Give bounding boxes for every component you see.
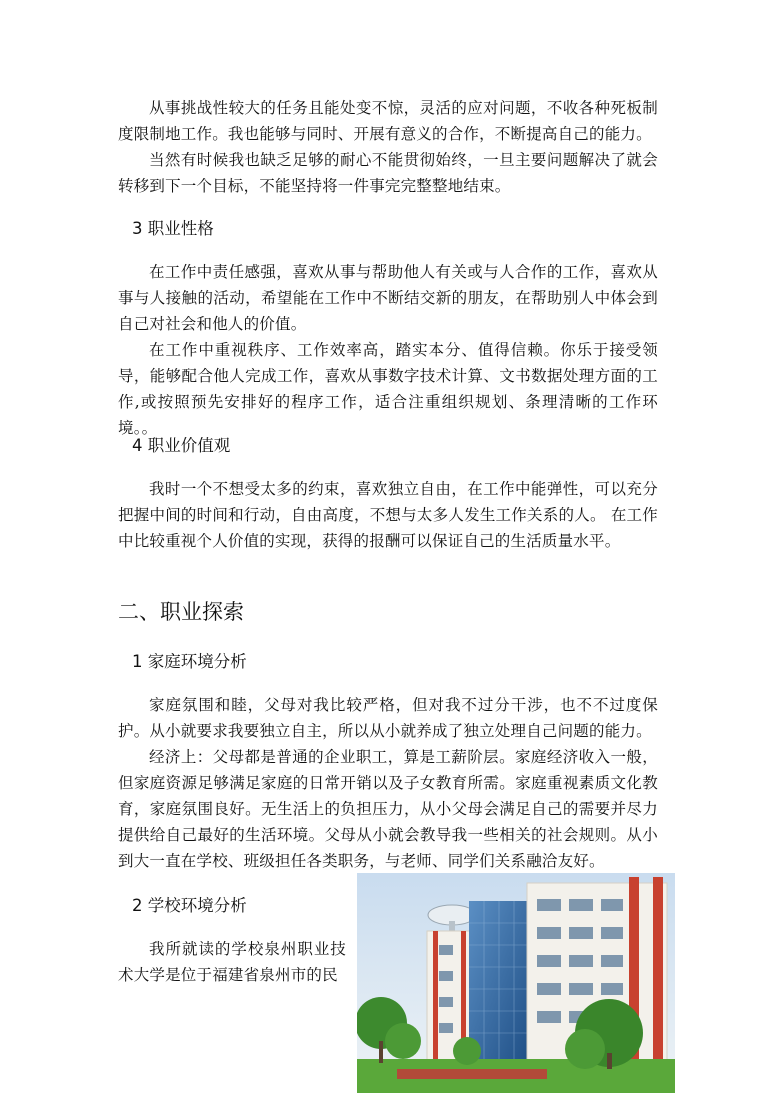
paragraph: 我时一个不想受太多的约束，喜欢独立自由，在工作中能弹性，可以充分把握中间的时间和行动，自由高度，不想与太多人发生工作关系的人。 在工作中比较重视个人价值的实现，获得的报酬可以保证自己的生活质量水平。 [118, 480, 658, 550]
school-block [118, 936, 346, 988]
section-heading-school: 2 学校环境分析 [132, 896, 247, 915]
paragraph: 从事挑战性较大的任务且能处变不惊，灵活的应对问题，不收各种死板制度限制地工作。我也能够与同时、开展有意义的合作，不断提高自己的能力。 [118, 99, 658, 143]
section-heading-career-personality: 3 职业性格 [132, 219, 214, 238]
school-building-photo [357, 873, 675, 1093]
family-block [118, 692, 658, 874]
intro-block [118, 95, 658, 199]
paragraph: 我所就读的学校泉州职业技术大学是位于福建省泉州市的民 [118, 940, 346, 984]
career-personality-block [118, 259, 658, 441]
paragraph: 在工作中责任感强，喜欢从事与帮助他人有关或与人合作的工作，喜欢从事与人接触的活动，希望能在工作中不断结交新的朋友，在帮助别人中体会到自己对社会和他人的价值。 [118, 263, 658, 333]
paragraph: 家庭氛围和睦，父母对我比较严格，但对我不过分干涉，也不不过度保护。从小就要求我要独立自主，所以从小就养成了独立处理自己问题的能力。 [118, 696, 658, 740]
paragraph: 当然有时候我也缺乏足够的耐心不能贯彻始终，一旦主要问题解决了就会转移到下一个目标，不能坚持将一件事完完整整地结束。 [118, 151, 658, 195]
paragraph: 经济上：父母都是普通的企业职工，算是工薪阶层。家庭经济收入一般，但家庭资源足够满足家庭的日常开销以及子女教育所需。家庭重视素质文化教育，家庭氛围良好。无生活上的负担压力，从小父母会满足自己的需要并尽力提供给自己最好的生活环境。父母从小就会教导我一些相关的社会规则。从小到大一直在学校、班级担任各类职务，与老师、同学们关系融洽友好。 [118, 748, 658, 870]
part-title-career-exploration: 二、职业探索 [118, 600, 244, 624]
career-values-block [118, 476, 658, 554]
section-heading-family: 1 家庭环境分析 [132, 652, 247, 671]
paragraph: 在工作中重视秩序、工作效率高，踏实本分、值得信赖。你乐于接受领导，能够配合他人完成工作，喜欢从事数字技术计算、文书数据处理方面的工作,或按照预先安排好的程序工作，适合注重组织规划、条理清晰的工作环境。。 [118, 341, 658, 437]
section-heading-career-values: 4 职业价值观 [132, 436, 231, 455]
